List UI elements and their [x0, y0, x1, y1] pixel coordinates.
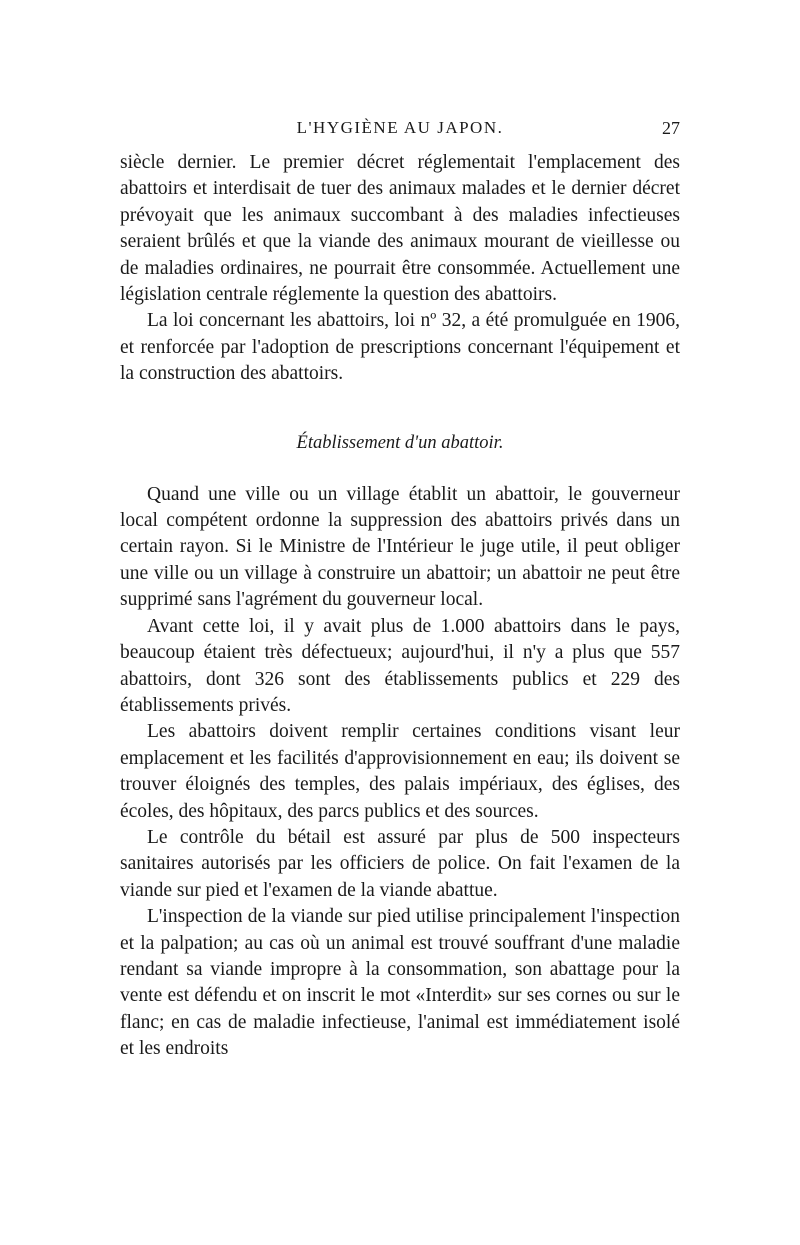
section-heading: Établissement d'un abattoir. — [296, 432, 504, 453]
paragraph: L'inspection de la viande sur pied utilise principalement l'inspection et la palpation; au cas où un animal est trouvé souffrant d'une maladie rendant sa viande impropre à la consommation, son abattage pour la vente est défendu et on inscrit le mot «Interdit» sur ses cornes ou sur le flanc; en cas de maladie infectieuse, l'animal est immédiatement isolé et les endroits — [120, 906, 680, 1060]
page-number: 27 — [662, 118, 680, 138]
paragraph: Avant cette loi, il y avait plus de 1.000 abattoirs dans le pays, beaucoup étaient très défectueux; aujourd'hui, il n'y a plus que 557 abattoirs, dont 326 sont des établissements publics et 229 des établissements privés. — [120, 615, 680, 716]
page-header — [120, 118, 680, 144]
paragraph: Les abattoirs doivent remplir certaines conditions visant leur emplacement et les facilités d'approvisionnement en eau; ils doivent se trouver éloignés des temples, des palais impériaux, des églises, des écoles, des hôpitaux, des parcs publics et des sources. — [120, 721, 680, 822]
page-body — [120, 150, 680, 1063]
paragraph: La loi concernant les abattoirs, loi nº 32, a été promulguée en 1906, et renforcée par l'adoption de prescriptions concernant l'équipement et la construction des abattoirs. — [120, 310, 680, 385]
paragraph: Le contrôle du bétail est assuré par plus de 500 inspecteurs sanitaires autorisés par les officiers de police. On fait l'examen de la viande sur pied et l'examen de la viande abattue. — [120, 826, 680, 901]
paragraph: Quand une ville ou un village établit un abattoir, le gouverneur local compétent ordonne la suppression des abattoirs privés dans un certain rayon. Si le Ministre de l'Intérieur le juge utile, il peut obliger une ville ou un village à construire un abattoir; un abattoir ne peut être supprimé sans l'agrément du gouverneur local. — [120, 483, 680, 611]
book-page — [120, 118, 680, 1063]
paragraph: siècle dernier. Le premier décret réglementait l'emplacement des abattoirs et interdisait de tuer des animaux malades et le dernier décret prévoyait que les animaux succombant à des maladies infectieuses seraient brûlés et que la viande des animaux mourant de vieillesse ou de maladies ordinaires, ne pourrait être consommée. Actuellement une législation centrale réglemente la question des abattoirs. — [120, 152, 680, 306]
running-title: L'HYGIÈNE AU JAPON. — [296, 118, 504, 137]
